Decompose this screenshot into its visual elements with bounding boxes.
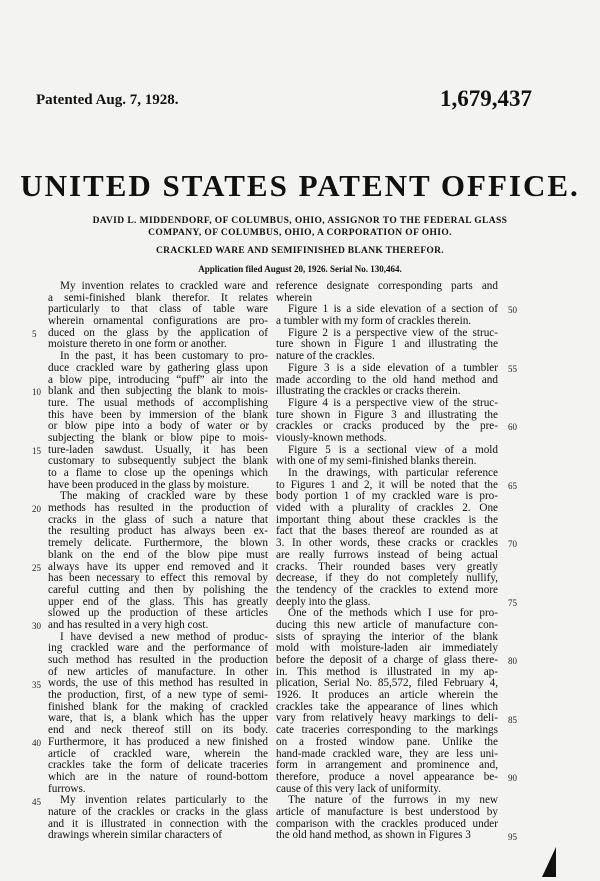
text-line: blank and then subjecting the blank to mois-: [48, 386, 268, 398]
line-number: 10: [32, 387, 41, 398]
text-line: with one of my semi-finished blanks therein.: [276, 456, 477, 468]
text-line: the tendency of the crackles to extend more: [276, 584, 498, 596]
text-line: end and neck thereof still on its body.: [48, 725, 268, 737]
text-line: 1926. It produces an article wherein the: [276, 690, 498, 702]
text-line: ing crackled ware and the performance of: [48, 643, 268, 655]
text-line: furrows.: [48, 783, 86, 795]
text-line: vary from relatively heavy markings to deli-: [276, 713, 498, 725]
text-line: wherein: [276, 292, 313, 304]
text-line: ture-laden sawdust. Usually, it has been: [48, 444, 268, 456]
text-line: subjecting the blank or blow pipe to mois-: [48, 432, 268, 444]
text-line: The making of crackled ware by these: [60, 491, 268, 503]
text-line: reference designate corresponding parts and: [276, 281, 498, 292]
application-info: Application filed August 20, 1926. Serial No. 130,464.: [198, 264, 402, 274]
text-line: cracks. Their rounded bases very greatly: [276, 561, 498, 573]
text-line: ducing this new article of manufacture con-: [276, 619, 498, 631]
text-line: nature of the crackles or cracks in the glass: [48, 806, 268, 818]
line-number: 80: [508, 656, 517, 667]
text-line: Figure 5 is a sectional view of a mold: [288, 444, 498, 456]
text-line: cracks in the glass of such a nature that: [48, 514, 268, 526]
text-line: made according to the old hand method and: [276, 374, 498, 386]
text-line: duce crackled ware by gathering glass upon: [48, 362, 268, 374]
text-line: of new articles of manufacture. In other: [48, 666, 268, 678]
assignor-line: COMPANY, OF COLUMBUS, OHIO, A CORPORATION OF OHIO.: [148, 228, 452, 238]
text-line: upper end of the glass. This has greatly: [48, 596, 268, 608]
text-line: ture shown in Figure 1 and illustrating the: [276, 339, 498, 351]
text-line: article of manufacture is best understood by: [276, 806, 498, 818]
text-line: crackles or cracks produced by the pre-: [276, 421, 498, 433]
text-line: deeply into the glass.: [276, 596, 371, 608]
text-line: a semi-finished blank therefor. It relates: [48, 292, 268, 304]
line-number: 60: [508, 422, 517, 433]
line-number: 5: [32, 328, 37, 339]
text-line: therefore, produce a novel appearance be-: [276, 771, 498, 783]
text-line: the old hand method, as shown in Figures 3: [276, 830, 471, 842]
line-number: 95: [508, 831, 517, 842]
text-line: hand-made crackled ware, they are less uni-: [276, 748, 498, 760]
line-number: 90: [508, 773, 517, 784]
text-line: to a flame to close up the openings which: [48, 468, 268, 479]
line-number: 25: [32, 562, 41, 573]
text-line: decrease, if they do not completely nullify,: [276, 573, 498, 585]
text-line: always have its upper end removed and it: [48, 561, 268, 573]
text-line: fact that the bases thereof are rounded as at: [276, 526, 498, 538]
text-line: article of crackled ware, wherein the: [48, 748, 268, 760]
patent-number: 1,679,437: [440, 86, 532, 111]
text-line: ture shown in Figure 3 and illustrating the: [276, 409, 498, 421]
text-line: and it is illustrated in connection with the: [48, 818, 268, 830]
text-line: and has resulted in a very high cost.: [48, 619, 209, 631]
text-line: One of the methods which I use for pro-: [288, 608, 498, 620]
line-number: 50: [508, 305, 517, 316]
text-line: to Figures 1 and 2, it will be noted that the: [276, 479, 498, 491]
office-title: UNITED STATES PATENT OFFICE.: [20, 168, 580, 203]
text-line: Figure 4 is a perspective view of the struc-: [288, 397, 498, 409]
text-line: My invention relates particularly to the: [60, 795, 268, 807]
text-line: I have devised a new method of produc-: [60, 631, 268, 643]
text-line: blank on the end of the blow pipe must: [48, 549, 268, 561]
text-line: sists of spraying the interior of the blank: [276, 631, 498, 643]
text-line: this have been by immersion of the blank: [48, 409, 268, 421]
text-line: the production, first, of a new type of semi-: [48, 690, 268, 702]
text-line: My invention relates to crackled ware and: [60, 281, 268, 292]
assignor-line: DAVID L. MIDDENDORF, OF COLUMBUS, OHIO, ASSIGNOR TO THE FEDERAL GLASS: [92, 216, 508, 226]
text-line: Figure 3 is a side elevation of a tumbler: [288, 362, 498, 374]
text-line: The nature of the furrows in my new: [288, 795, 498, 807]
text-line: on a frosted window pane. Unlike the: [276, 736, 498, 748]
text-line: or blow pipe into a body of water or by: [48, 421, 268, 433]
text-line: vided with a plurality of crackles 2. One: [276, 503, 498, 515]
text-line: have been produced in the glass by moisture.: [48, 479, 250, 491]
text-line: careful cutting and then by polishing the: [48, 584, 268, 596]
line-number: 40: [32, 738, 41, 749]
text-line: the resulting product has always been ex-: [48, 526, 268, 538]
text-line: crackles take the appearance of lines which: [276, 701, 498, 713]
text-line: plication, Serial No. 85,572, filed February 4,: [276, 678, 498, 690]
text-line: moisture thereto in one form or another.: [48, 339, 227, 351]
text-line: tremely delicate. Furthermore, the blown: [48, 538, 268, 550]
text-line: body portion 1 of my crackled ware is pro-: [276, 491, 498, 503]
corner-mark-icon: [542, 847, 556, 877]
text-line: illustrating the crackles or cracks therein.: [276, 386, 461, 398]
text-line: In the past, it has been customary to pro-: [60, 351, 268, 363]
text-line: a blow pipe, introducing “puff” air into the: [48, 374, 268, 386]
text-line: comparison with the crackles produced under: [276, 818, 498, 830]
text-line: a tumbler with my form of crackles therein.: [276, 316, 472, 328]
text-line: crackles take the form of delicate traceries: [48, 760, 268, 772]
text-line: important thing about these crackles is the: [276, 514, 498, 526]
line-number: 20: [32, 504, 41, 515]
line-number: 75: [508, 597, 517, 608]
text-line: cate traceries corresponding to the markings: [276, 725, 498, 737]
text-line: has been necessary to effect this removal by: [48, 573, 268, 585]
text-line: slowed up the production of these articles: [48, 608, 268, 620]
line-number: 35: [32, 679, 41, 690]
line-number: 45: [32, 796, 41, 807]
text-line: such method has resulted in the production: [48, 655, 268, 666]
text-line: ture. The usual methods of accomplishing: [48, 397, 268, 409]
invention-title: CRACKLED WARE AND SEMIFINISHED BLANK THEREFOR.: [156, 246, 444, 256]
line-number: 55: [508, 363, 517, 374]
text-line: duced on the glass by the application of: [48, 327, 268, 339]
text-line: Figure 2 is a perspective view of the struc-: [288, 327, 498, 339]
text-line: methods has resulted in the production of: [48, 503, 268, 515]
text-line: cause of this very lack of uniformity.: [276, 783, 441, 795]
left-text-column: [48, 281, 268, 842]
text-line: particularly to that class of table ware: [48, 304, 268, 316]
assignor-block: [40, 215, 560, 239]
line-number: 70: [508, 539, 517, 550]
text-line: In the drawings, with particular reference: [288, 468, 498, 479]
line-number: 65: [508, 480, 517, 491]
text-line: Furthermore, it has produced a new finished: [48, 736, 268, 748]
line-number: 15: [32, 445, 41, 456]
text-line: which are in the nature of round-bottom: [48, 771, 268, 783]
text-line: Figure 1 is a side elevation of a section of: [288, 304, 498, 316]
text-line: wherein ornamental configurations are pro-: [48, 316, 268, 328]
text-line: words, the use of this method has resulted in: [48, 678, 268, 690]
text-line: finished blank for the making of crackled: [48, 701, 268, 713]
text-line: are really furrows instead of being actual: [276, 549, 498, 561]
text-line: in. This method is illustrated in my ap-: [276, 666, 498, 678]
text-line: form in arrangement and prominence and,: [276, 760, 498, 772]
line-number: 30: [32, 621, 41, 632]
text-line: drawings wherein similar characters of: [48, 830, 222, 842]
text-line: before the deposit of a charge of glass there-: [276, 655, 498, 666]
text-line: 3. In other words, these cracks or crackles: [276, 538, 498, 550]
text-line: viously-known methods.: [276, 432, 387, 444]
patented-date: Patented Aug. 7, 1928.: [36, 92, 179, 108]
text-line: mold with moisture-laden air immediately: [276, 643, 498, 655]
right-text-column: [276, 281, 498, 842]
text-line: customary to subsequently subject the blank: [48, 456, 268, 468]
line-number: 85: [508, 714, 517, 725]
text-line: nature of the crackles.: [276, 351, 375, 363]
text-line: ware, that is, a blank which has the upper: [48, 713, 268, 725]
